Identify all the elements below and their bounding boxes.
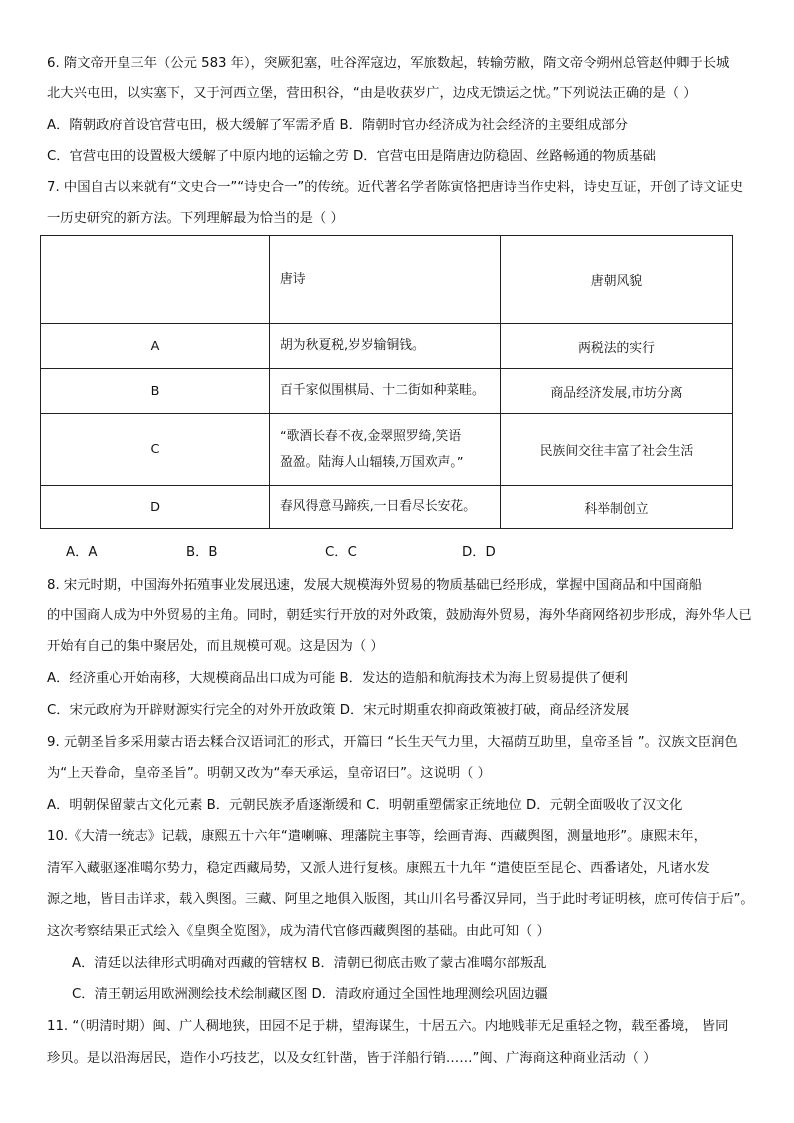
row-feature: 商品经济发展,市坊分离	[501, 369, 733, 414]
q7-option-c: C．C	[325, 545, 357, 560]
q8-stem-line-2: 的中国商人成为中外贸易的主角。同时，朝廷实行开放的对外政策，鼓励海外贸易，海外华商网络初步形成，海外华人已	[47, 608, 752, 623]
table-header-feature: 唐朝风貌	[501, 236, 733, 324]
table-row	[41, 369, 733, 414]
q10-options-cd: C．清王朝运用欧洲测绘技术绘制藏区图 D．清政府通过全国性地理测绘巩固边疆	[72, 987, 548, 1002]
table-header-poem: 唐诗	[270, 236, 501, 324]
row-feature: 民族间交往丰富了社会生活	[501, 414, 733, 486]
row-label: C	[41, 414, 270, 486]
q6-stem-line-1: 6. 隋文帝开皇三年（公元 583 年），突厥犯塞，吐谷浑寇边，军旅数起，转输劳敝，隋文帝令朔州总管赵仲卿于长城	[47, 56, 730, 71]
q10-stem-line-2: 清军入藏驱逐准噶尔势力，稳定西藏局势，又派人进行复核。康熙五十九年 “遣使臣至昆仑、西番诸处，凡诸水发	[47, 861, 710, 876]
row-label: B	[41, 369, 270, 414]
table-header-empty	[41, 236, 270, 324]
q8-options-cd: C．宋元政府为开辟财源实行完全的对外开放政策 D．宋元时期重农抑商政策被打破，商品经济发展	[47, 703, 630, 718]
q9-options: A．明朝保留蒙古文化元素 B．元朝民族矛盾逐渐缓和 C．明朝重塑儒家正统地位 D．元朝全面吸收了汉文化	[47, 798, 683, 813]
row-poem: 百千家似围棋局、十二街如种菜畦。	[270, 369, 501, 414]
table-header-row	[41, 236, 733, 324]
q7-option-d: D．D	[462, 545, 496, 560]
q8-stem-line-3: 开始有自己的集中聚居处，而且规模可观。这是因为（ ）	[47, 639, 384, 654]
row-poem-line-1: “歌酒长春不夜,金翠照罗绮,笑语	[280, 428, 462, 444]
q6-options-ab: A．隋朝政府首设官营屯田，极大缓解了军需矛盾 B．隋朝时官办经济成为社会经济的主要组成部分	[47, 118, 628, 133]
q11-stem-line-1: 11. “（明清时期）闽、广人稠地狭，田园不足于耕，望海谋生，十居五六。内地贱菲无足重轻之物，载至番境， 皆同	[47, 1019, 729, 1034]
row-label: D	[41, 486, 270, 529]
q7-stem-line-1: 7. 中国自古以来就有“文史合一”“诗史合一”的传统。近代著名学者陈寅恪把唐诗当作史料，诗史互证，开创了诗文证史	[47, 180, 744, 195]
q10-stem-line-3: 源之地，皆目击详求，载入舆图。三藏、阿里之地俱入版图，其山川名号番汉异同，当于此时考证明核，庶可传信于后”。	[47, 892, 754, 907]
row-label: A	[41, 324, 270, 369]
row-feature: 科举制创立	[501, 486, 733, 529]
q11-stem-line-2: 珍贝。是以沿海居民，造作小巧技艺，以及女红针凿，皆于洋船行销……”闽、广海商这种商业活动（ ）	[47, 1051, 657, 1066]
q10-stem-line-4: 这次考察结果正式绘入《皇舆全览图》，成为清代官修西藏舆图的基础。由此可知（ ）	[47, 924, 550, 939]
q9-stem-line-1: 9. 元朝圣旨多采用蒙古语去糅合汉语词汇的形式，开篇曰 “长生天气力里，大福荫互助里，皇帝圣旨 ”。汉族文臣润色	[47, 735, 738, 750]
q6-options-cd: C．官营屯田的设置极大缓解了中原内地的运输之劳 D．官营屯田是隋唐边防稳固、丝路畅通的物质基础	[47, 149, 656, 164]
table-row	[41, 324, 733, 369]
q7-table	[40, 235, 733, 529]
q8-stem-line-1: 8. 宋元时期，中国海外拓殖事业发展迅速，发展大规模海外贸易的物质基础已经形成，掌握中国商品和中国商船	[47, 578, 703, 593]
row-poem-line-2: 盈盈。陆海人山辐辏,万国欢声。”	[280, 454, 464, 470]
row-poem: 春风得意马蹄疾,一日看尽长安花。	[270, 486, 501, 529]
row-poem	[270, 414, 501, 486]
q10-stem-line-1: 10.《大清一统志》记载，康熙五十六年“遣喇嘛、理藩院主事等，绘画青海、西藏舆图，测量地形”。康熙末年，	[47, 829, 707, 844]
q6-stem-line-2: 北大兴屯田，以实塞下，又于河西立堡，营田积谷，“由是收获岁广，边戍无馈运之忧。”下列说法正确的是（ ）	[47, 86, 697, 101]
table-row	[41, 414, 733, 486]
q8-options-ab: A．经济重心开始南移，大规模商品出口成为可能 B．发达的造船和航海技术为海上贸易提供了便利	[47, 671, 628, 686]
q7-option-a: A．A	[66, 545, 98, 560]
row-feature: 两税法的实行	[501, 324, 733, 369]
q7-option-b: B．B	[186, 545, 218, 560]
q9-stem-line-2: 为“上天眷命，皇帝圣旨”。明朝又改为“奉天承运，皇帝诏曰”。这说明（ ）	[47, 766, 491, 781]
row-poem: 胡为秋夏税,岁岁输铜钱。	[270, 324, 501, 369]
table-row	[41, 486, 733, 529]
q10-options-ab: A．清廷以法律形式明确对西藏的管辖权 B．清朝已彻底击败了蒙古准噶尔部叛乱	[72, 956, 547, 971]
q7-stem-line-2: 一历史研究的新方法。下列理解最为恰当的是（ ）	[47, 211, 344, 226]
